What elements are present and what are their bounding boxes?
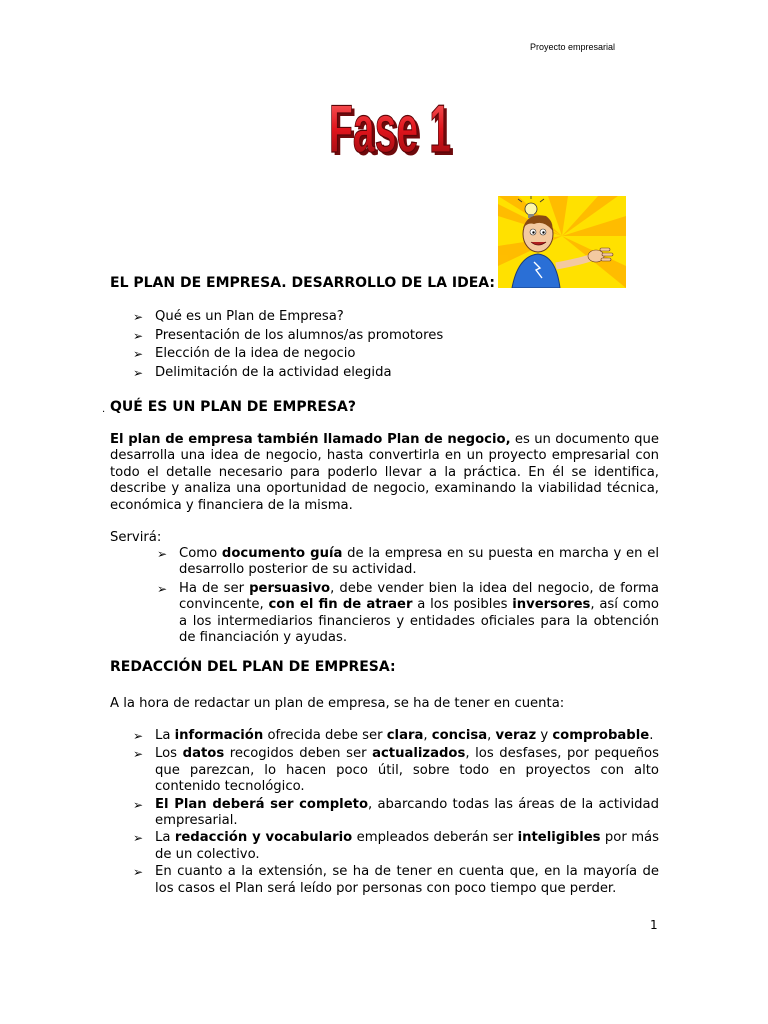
- stray-mark: .: [102, 404, 106, 415]
- arrow-bullet-icon: ➢: [133, 729, 144, 743]
- running-header: Proyecto empresarial: [530, 42, 616, 52]
- list-item: ➢ El Plan deberá ser completo, abarcando todas las áreas de la actividad empresarial.: [133, 796, 659, 829]
- arrow-bullet-icon: ➢: [157, 581, 168, 596]
- list-item: ➢ La información ofrecida debe ser clara, concisa, veraz y comprobable.: [133, 728, 654, 743]
- redaccion-intro: A la hora de redactar un plan de empresa, se ha de tener en cuenta:: [110, 696, 565, 711]
- list-item: ➢ Ha de ser persuasivo, debe vender bien la idea del negocio, de forma convincente, con el fin de atraer a los posibles inversores, así como a los intermediarios financieros y entidades oficiales para la obtención de financiación y ayudas.: [157, 580, 659, 646]
- arrow-bullet-icon: ➢: [133, 310, 144, 324]
- arrow-bullet-icon: ➢: [133, 347, 144, 362]
- list-item: ➢ Presentación de los alumnos/as promotores: [133, 327, 593, 346]
- page-number: 1: [650, 918, 658, 932]
- list-item: ➢ Delimitación de la actividad elegida: [133, 364, 593, 383]
- title-art-text: Fase 1: [329, 91, 451, 160]
- section-heading-redaccion: REDACCIÓN DEL PLAN DE EMPRESA:: [110, 659, 396, 675]
- list-item: ➢ Como documento guía de la empresa en su puesta en marcha y en el desarrollo posterior de su actividad.: [157, 546, 660, 578]
- arrow-bullet-icon: ➢: [133, 328, 144, 343]
- section-heading-que-es: QUÉ ES UN PLAN DE EMPRESA?: [110, 399, 356, 415]
- list-item: ➢ La redacción y vocabulario empleados deberán ser inteligibles por más de un colectivo.: [133, 830, 660, 862]
- list-item: ➢ Qué es un Plan de Empresa?: [133, 308, 593, 327]
- arrow-bullet-icon: ➢: [133, 831, 144, 846]
- list-item: ➢ Los datos recogidos deben ser actualizados, los desfases, por pequeños que parezcan, lo hacen poco útil, sobre todo en proyectos con alto contenido tecnológico.: [133, 746, 659, 795]
- list-item: ➢ En cuanto a la extensión, se ha de tener en cuenta que, en la mayoría de los casos el Plan será leído por personas con poco tiempo que perder.: [133, 864, 659, 896]
- section3-list: [133, 728, 659, 897]
- section2-list: [157, 546, 659, 646]
- arrow-bullet-icon: ➢: [133, 365, 144, 380]
- arrow-bullet-icon: ➢: [133, 865, 144, 880]
- title-art-shadow: Fase 1: [332, 94, 454, 160]
- list-item: ➢ Elección de la idea de negocio: [133, 345, 593, 364]
- arrow-bullet-icon: ➢: [157, 547, 168, 561]
- arrow-bullet-icon: ➢: [133, 747, 144, 762]
- section1-list: [133, 308, 593, 382]
- lightbulb-idea-person-icon: [498, 196, 626, 288]
- arrow-bullet-icon: ➢: [133, 797, 144, 812]
- servira-label: Servirá:: [110, 530, 162, 545]
- definition-paragraph: El plan de empresa también llamado Plan de negocio, es un documento que desarrolla una idea de negocio, hasta convertirla en un proyecto empresarial con todo el detalle necesario para poderlo llevar a la práctica. En él se identifica, describe y analiza una oportunidad de negocio, examinando la viabilidad técnica, económica y financiera de la misma.: [110, 432, 659, 513]
- title-art: [318, 88, 458, 160]
- section-heading-plan-empresa: EL PLAN DE EMPRESA. DESARROLLO DE LA IDEA:: [110, 275, 495, 291]
